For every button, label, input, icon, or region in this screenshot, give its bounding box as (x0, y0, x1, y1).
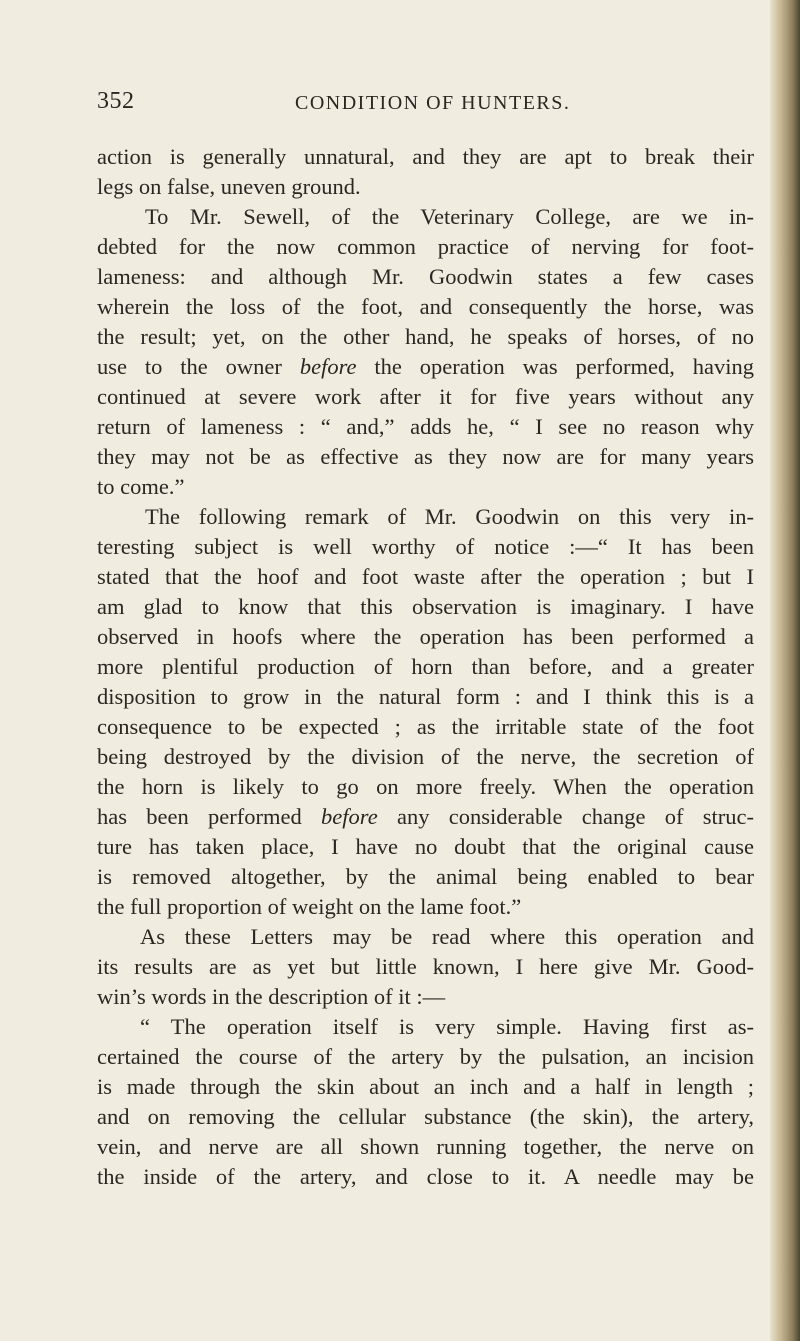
text-line (97, 502, 754, 532)
text-segment: and on removing the cellular substance (the skin), the artery, (97, 1104, 754, 1129)
text-line (97, 472, 754, 502)
text-line (97, 922, 754, 952)
text-line (97, 622, 754, 652)
italic-text: before (299, 354, 357, 379)
text-segment: the inside of the artery, and close to it. A needle may be (97, 1164, 754, 1189)
text-line (97, 712, 754, 742)
text-line (97, 202, 754, 232)
page-number: 352 (97, 88, 135, 114)
text-segment: As these Letters may be read where this operation and (140, 924, 754, 949)
text-line (97, 412, 754, 442)
text-line (97, 562, 754, 592)
text-segment: wherein the loss of the foot, and consequently the horse, was (97, 294, 754, 319)
running-head: CONDITION OF HUNTERS. (295, 92, 571, 114)
text-segment: certained the course of the artery by the pulsation, an incision (97, 1044, 754, 1069)
text-segment: return of lameness : “ and,” adds he, “ I see no reason why (97, 414, 754, 439)
text-line (97, 742, 754, 772)
text-line (97, 292, 754, 322)
text-segment: disposition to grow in the natural form : and I think this is a (97, 684, 754, 709)
text-line (97, 1042, 754, 1072)
body-text (97, 142, 754, 1192)
text-line (97, 232, 754, 262)
text-line (97, 262, 754, 292)
text-segment: “ The operation itself is very simple. Having first as- (140, 1014, 754, 1039)
text-segment: The following remark of Mr. Goodwin on this very in- (145, 504, 754, 529)
text-line (97, 142, 754, 172)
text-segment: stated that the hoof and foot waste after the operation ; but I (97, 564, 754, 589)
text-line (97, 952, 754, 982)
text-segment: the result; yet, on the other hand, he speaks of horses, of no (97, 324, 754, 349)
text-segment: is removed altogether, by the animal being enabled to bear (97, 864, 754, 889)
text-line (97, 802, 754, 832)
text-segment: to come.” (97, 474, 185, 499)
text-segment: use to the owner (97, 354, 300, 379)
text-line (97, 982, 754, 1012)
text-segment: action is generally unnatural, and they are apt to break their (97, 144, 754, 169)
text-line (97, 862, 754, 892)
text-line (97, 352, 754, 382)
text-line (97, 532, 754, 562)
text-segment: the full proportion of weight on the lame foot.” (97, 894, 522, 919)
text-segment: legs on false, uneven ground. (97, 174, 361, 199)
page-header (97, 88, 751, 118)
text-line (97, 1072, 754, 1102)
text-line (97, 832, 754, 862)
text-segment: any considerable change of struc- (377, 804, 754, 829)
text-line (97, 322, 754, 352)
text-segment: is made through the skin about an inch and a half in length ; (97, 1074, 754, 1099)
text-segment: debted for the now common practice of nerving for foot- (97, 234, 754, 259)
text-segment: am glad to know that this observation is imaginary. I have (97, 594, 754, 619)
text-line (97, 682, 754, 712)
text-segment: the operation was performed, having (356, 354, 755, 379)
text-segment: To Mr. Sewell, of the Veterinary College, are we in- (145, 204, 754, 229)
italic-text: before (321, 804, 378, 829)
text-segment: continued at severe work after it for five years without any (97, 384, 754, 409)
text-line (97, 892, 754, 922)
text-segment: ture has taken place, I have no doubt that the original cause (97, 834, 754, 859)
text-line (97, 592, 754, 622)
text-segment: they may not be as effective as they now are for many years (97, 444, 754, 469)
text-segment: teresting subject is well worthy of notice :—“ It has been (97, 534, 754, 559)
text-line (97, 382, 754, 412)
text-segment: the horn is likely to go on more freely. When the operation (97, 774, 754, 799)
page-edge-shadow (770, 0, 800, 1341)
text-line (97, 772, 754, 802)
text-line (97, 172, 754, 202)
text-segment: consequence to be expected ; as the irritable state of the foot (97, 714, 754, 739)
text-line (97, 1012, 754, 1042)
text-segment: win’s words in the description of it :— (97, 984, 446, 1009)
text-segment: lameness: and although Mr. Goodwin states a few cases (97, 264, 754, 289)
text-line (97, 1162, 754, 1192)
text-line (97, 1132, 754, 1162)
text-segment: vein, and nerve are all shown running together, the nerve on (97, 1134, 754, 1159)
text-line (97, 442, 754, 472)
text-segment: observed in hoofs where the operation has been performed a (97, 624, 754, 649)
text-segment: its results are as yet but little known, I here give Mr. Good- (97, 954, 754, 979)
text-segment: has been performed (97, 804, 322, 829)
text-line (97, 652, 754, 682)
text-line (97, 1102, 754, 1132)
text-segment: more plentiful production of horn than before, and a greater (97, 654, 754, 679)
text-segment: being destroyed by the division of the nerve, the secretion of (97, 744, 754, 769)
